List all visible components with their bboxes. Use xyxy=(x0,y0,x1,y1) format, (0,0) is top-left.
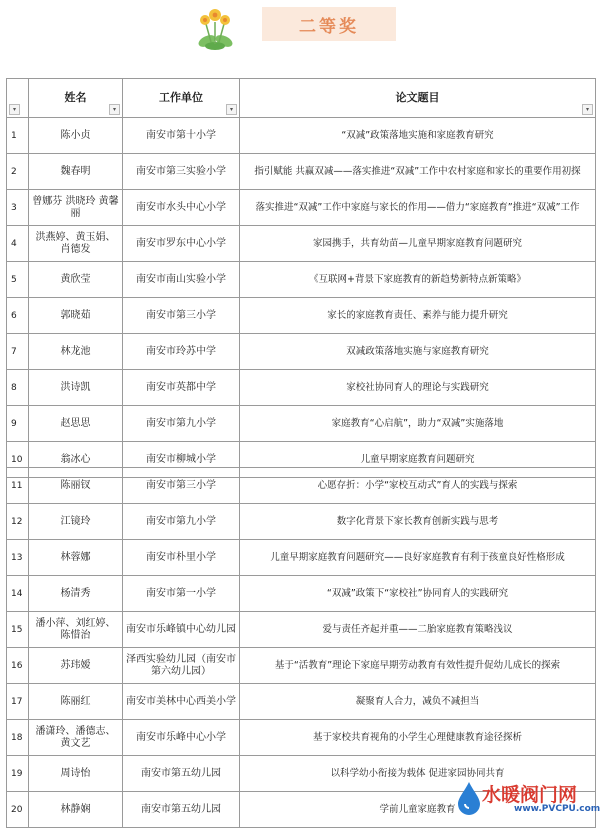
row-number-cell: 11 xyxy=(7,468,29,504)
unit-cell: 南安市第三小学 xyxy=(123,468,240,504)
topic-cell: 以科学幼小衔接为载体 促进家园协同共育 xyxy=(240,756,596,792)
unit-cell: 南安市水头中心小学 xyxy=(123,190,240,226)
name-cell: 洪燕婷、黄玉娟、肖德发 xyxy=(29,226,123,262)
unit-cell: 南安市第一小学 xyxy=(123,576,240,612)
unit-cell: 南安市第九小学 xyxy=(123,504,240,540)
topic-cell: 落实推进“双减”工作中家庭与家长的作用——借力“家庭教育”推进“双减”工作 xyxy=(240,190,596,226)
name-cell: 林静娴 xyxy=(29,792,123,828)
row-number-cell: 3 xyxy=(7,190,29,226)
row-number-cell: 6 xyxy=(7,298,29,334)
topic-cell: 家校社协同育人的理论与实践研究 xyxy=(240,370,596,406)
award-table-part2 xyxy=(6,467,596,828)
name-cell: 周诗怡 xyxy=(29,756,123,792)
name-cell: 魏春明 xyxy=(29,154,123,190)
topic-cell: 心愿存折：小学“家校互动式”育人的实践与探索 xyxy=(240,468,596,504)
name-cell: 洪诗凯 xyxy=(29,370,123,406)
table-row xyxy=(7,540,596,576)
watermark-logo-icon xyxy=(454,780,484,816)
unit-cell: 泽西实验幼儿园（南安市第六幼儿园） xyxy=(123,648,240,684)
topic-cell: 儿童早期家庭教育问题研究——良好家庭教育有利于孩童良好性格形成 xyxy=(240,540,596,576)
row-number-cell: 9 xyxy=(7,406,29,442)
unit-cell: 南安市乐峰镇中心幼儿园 xyxy=(123,612,240,648)
row-number-cell: 19 xyxy=(7,756,29,792)
topic-cell: “双减”政策落地实施和家庭教育研究 xyxy=(240,118,596,154)
filter-arrow-icon[interactable]: ▾ xyxy=(226,104,237,115)
unit-cell: 南安市柳城小学 xyxy=(123,442,240,478)
row-number-cell: 2 xyxy=(7,154,29,190)
watermark-text: 水暖阀门网 xyxy=(482,784,578,806)
header-topic-cell xyxy=(240,79,596,118)
unit-cell: 南安市乐峰中心小学 xyxy=(123,720,240,756)
table-row xyxy=(7,370,596,406)
table-row xyxy=(7,720,596,756)
unit-cell: 南安市第三小学 xyxy=(123,298,240,334)
row-number-cell: 12 xyxy=(7,504,29,540)
name-cell: 杨清秀 xyxy=(29,576,123,612)
title-banner xyxy=(262,7,396,41)
table-row xyxy=(7,226,596,262)
page-title: 二等奖 xyxy=(299,16,359,37)
topic-cell: 基于“活教育”理论下家庭早期劳动教育有效性提升促幼儿成长的探索 xyxy=(240,648,596,684)
table-header-row xyxy=(7,79,596,118)
table-row xyxy=(7,406,596,442)
table-row xyxy=(7,262,596,298)
unit-cell: 南安市罗东中心小学 xyxy=(123,226,240,262)
header-unit-cell xyxy=(123,79,240,118)
unit-cell: 南安市第五幼儿园 xyxy=(123,792,240,828)
row-number-cell: 8 xyxy=(7,370,29,406)
name-cell: 陈小贞 xyxy=(29,118,123,154)
header-name-label: 姓名 xyxy=(64,91,87,104)
topic-cell: 《互联网+背景下家庭教育的新趋势新特点新策略》 xyxy=(240,262,596,298)
topic-cell: 双减政策落地实施与家庭教育研究 xyxy=(240,334,596,370)
row-number-cell: 14 xyxy=(7,576,29,612)
table-row xyxy=(7,118,596,154)
unit-cell: 南安市第九小学 xyxy=(123,406,240,442)
name-cell: 陈丽钗 xyxy=(29,468,123,504)
row-number-cell: 10 xyxy=(7,442,29,478)
topic-cell: 凝聚育人合力，减负不减担当 xyxy=(240,684,596,720)
unit-cell: 南安市第十小学 xyxy=(123,118,240,154)
name-cell: 黄欣莹 xyxy=(29,262,123,298)
topic-cell: 基于家校共育视角的小学生心理健康教育途径探析 xyxy=(240,720,596,756)
table-row xyxy=(7,504,596,540)
header-no-cell xyxy=(7,79,29,118)
filter-arrow-icon[interactable]: ▾ xyxy=(582,104,593,115)
filter-arrow-icon[interactable]: ▾ xyxy=(9,104,20,115)
topic-cell: 儿童早期家庭教育问题研究 xyxy=(240,442,596,478)
topic-cell: 爱与责任齐起并重——二胎家庭教育策略浅议 xyxy=(240,612,596,648)
header-name-cell xyxy=(29,79,123,118)
topic-cell: 家庭教育“心启航”，助力“双减”实施落地 xyxy=(240,406,596,442)
topic-cell: 学前儿童家庭教育 xyxy=(240,792,596,828)
name-cell: 江镜玲 xyxy=(29,504,123,540)
topic-cell: 指引赋能 共赢双减——落实推进“双减”工作中农村家庭和家长的重要作用初探 xyxy=(240,154,596,190)
name-cell: 陈丽红 xyxy=(29,684,123,720)
row-number-cell: 16 xyxy=(7,648,29,684)
unit-cell: 南安市玲苏中学 xyxy=(123,334,240,370)
watermark xyxy=(452,778,600,820)
table-row xyxy=(7,334,596,370)
flower-icon xyxy=(193,6,237,52)
unit-cell: 南安市第五幼儿园 xyxy=(123,756,240,792)
topic-cell: 家园携手，共育幼苗—儿童早期家庭教育问题研究 xyxy=(240,226,596,262)
table-row xyxy=(7,576,596,612)
row-number-cell: 20 xyxy=(7,792,29,828)
table-row xyxy=(7,684,596,720)
row-number-cell: 1 xyxy=(7,118,29,154)
header xyxy=(0,0,600,60)
row-number-cell: 15 xyxy=(7,612,29,648)
name-cell: 林蓉娜 xyxy=(29,540,123,576)
row-number-cell: 7 xyxy=(7,334,29,370)
topic-cell: 家长的家庭教育责任、素养与能力提升研究 xyxy=(240,298,596,334)
header-topic-label: 论文题目 xyxy=(395,91,440,104)
table-row xyxy=(7,468,596,504)
name-cell: 苏玮嫒 xyxy=(29,648,123,684)
row-number-cell: 17 xyxy=(7,684,29,720)
filter-arrow-icon[interactable]: ▾ xyxy=(109,104,120,115)
unit-cell: 南安市美林中心西美小学 xyxy=(123,684,240,720)
name-cell: 潘小萍、刘红婷、陈惜治 xyxy=(29,612,123,648)
unit-cell: 南安市第三实验小学 xyxy=(123,154,240,190)
table-row xyxy=(7,154,596,190)
topic-cell: “双减”政策下“家校社”协同育人的实践研究 xyxy=(240,576,596,612)
name-cell: 翁冰心 xyxy=(29,442,123,478)
row-number-cell: 13 xyxy=(7,540,29,576)
header-unit-label: 工作单位 xyxy=(159,91,203,104)
name-cell: 郭晓茹 xyxy=(29,298,123,334)
topic-cell: 数字化背景下家长教育创新实践与思考 xyxy=(240,504,596,540)
row-number-cell: 5 xyxy=(7,262,29,298)
watermark-url: www.PVCPU.com xyxy=(514,804,600,814)
table-row xyxy=(7,648,596,684)
row-number-cell: 4 xyxy=(7,226,29,262)
unit-cell: 南安市南山实验小学 xyxy=(123,262,240,298)
row-number-cell: 18 xyxy=(7,720,29,756)
table-row xyxy=(7,612,596,648)
name-cell: 潘潇玲、潘德志、黄文艺 xyxy=(29,720,123,756)
unit-cell: 南安市朴里小学 xyxy=(123,540,240,576)
award-table-part1 xyxy=(6,78,596,478)
table-row xyxy=(7,298,596,334)
table-row xyxy=(7,190,596,226)
name-cell: 曾娜芬 洪晓玲 黄馨丽 xyxy=(29,190,123,226)
name-cell: 林龙池 xyxy=(29,334,123,370)
unit-cell: 南安市英都中学 xyxy=(123,370,240,406)
name-cell: 赵思思 xyxy=(29,406,123,442)
